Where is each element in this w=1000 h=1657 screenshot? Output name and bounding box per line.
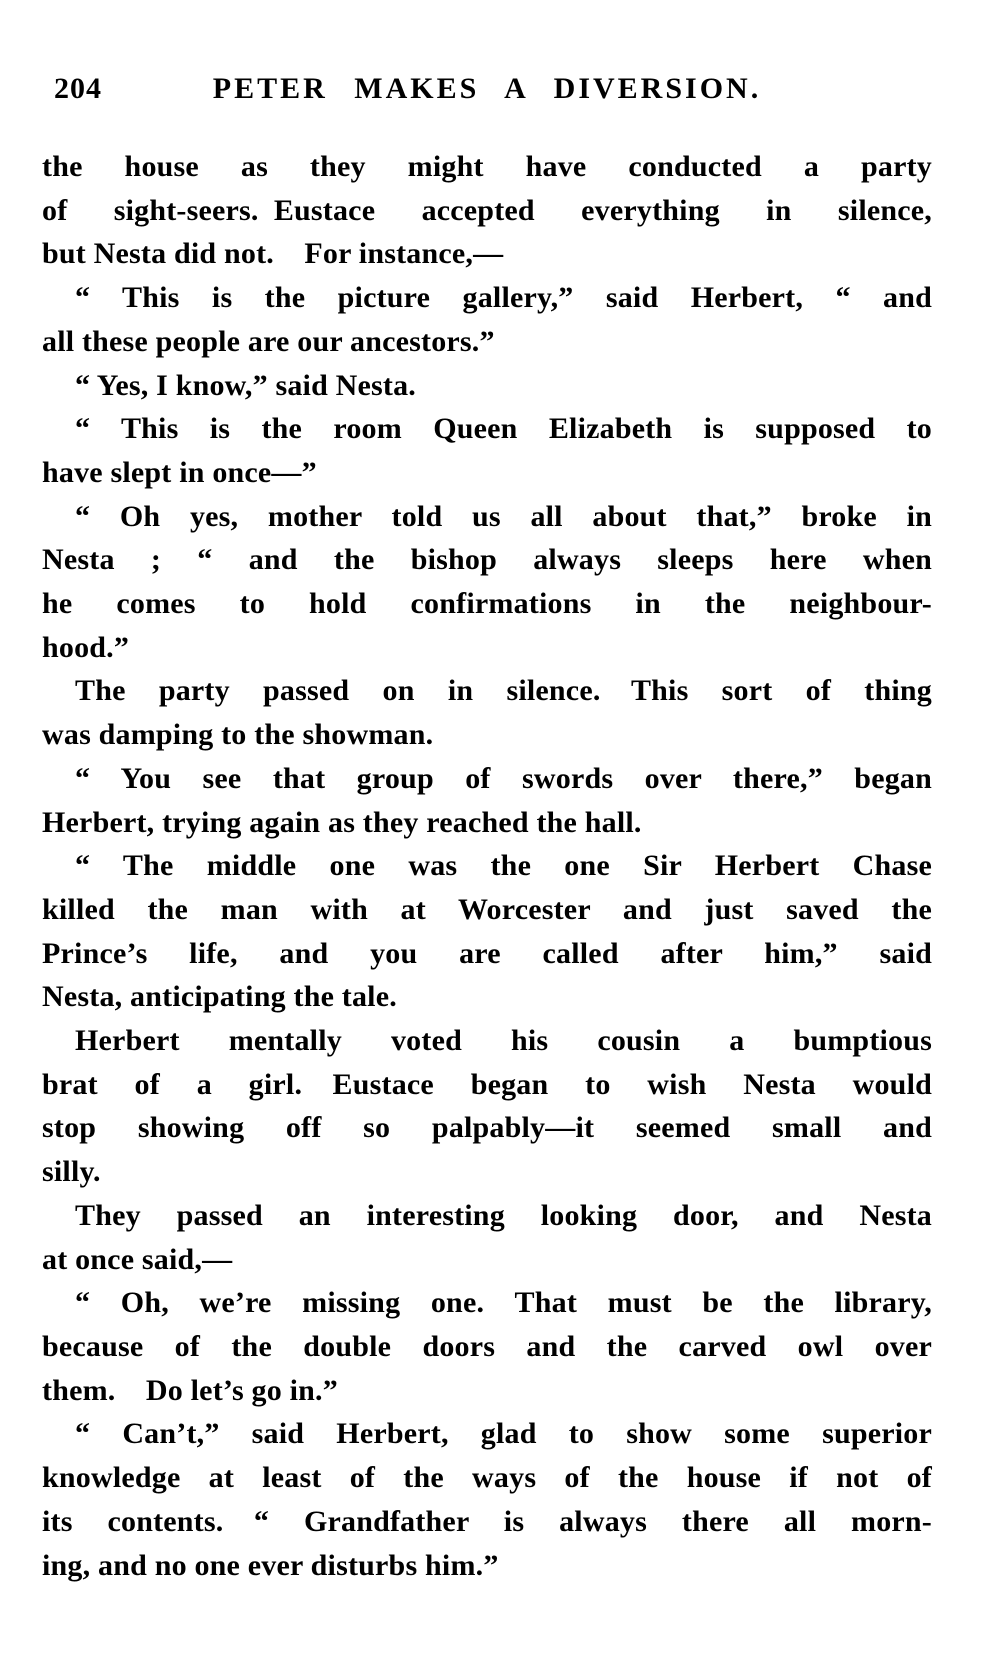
text-line: “ This is the room Queen Elizabeth is supposed to bbox=[75, 412, 932, 446]
text-line: its contents. “ Grandfather is always there all morn- bbox=[42, 1504, 932, 1538]
text-line: Nesta, anticipating the tale. bbox=[42, 980, 397, 1014]
text-line: brat of a girl. Eustace began to wish Nesta would bbox=[42, 1067, 932, 1101]
page-header bbox=[42, 72, 932, 112]
text-line: at once said,— bbox=[42, 1242, 233, 1276]
page-body bbox=[42, 145, 932, 1587]
text-line: have slept in once—” bbox=[42, 455, 317, 489]
text-line: Herbert mentally voted his cousin a bumptious bbox=[75, 1024, 932, 1058]
text-line: Prince’s life, and you are called after him,” said bbox=[42, 936, 932, 970]
text-line: They passed an interesting looking door, and Nesta bbox=[75, 1198, 932, 1232]
text-line: knowledge at least of the ways of the house if not of bbox=[42, 1461, 932, 1495]
text-line: Nesta ; “ and the bishop always sleeps here when bbox=[42, 543, 932, 577]
text-line: the house as they might have conducted a party bbox=[42, 150, 932, 183]
text-line: of sight-seers. Eustace accepted everything in silence, bbox=[42, 193, 932, 227]
text-line: silly. bbox=[42, 1155, 101, 1189]
text-line: killed the man with at Worcester and just saved the bbox=[42, 892, 932, 926]
text-line: “ Oh yes, mother told us all about that,” broke in bbox=[75, 499, 932, 533]
page-number: 204 bbox=[54, 72, 102, 105]
text-line: he comes to hold confirmations in the neighbour- bbox=[42, 587, 932, 621]
text-line: Herbert, trying again as they reached the hall. bbox=[42, 805, 642, 839]
text-line: “ The middle one was the one Sir Herbert Chase bbox=[75, 849, 932, 883]
text-line: “ Can’t,” said Herbert, glad to show some superior bbox=[75, 1417, 932, 1451]
text-line: because of the double doors and the carved owl over bbox=[42, 1329, 932, 1363]
text-line: “ Oh, we’re missing one. That must be the library, bbox=[75, 1286, 932, 1320]
text-line: “ This is the picture gallery,” said Herbert, “ and bbox=[75, 281, 932, 315]
text-line: hood.” bbox=[42, 630, 130, 664]
running-title: PETER MAKES A DIVERSION. bbox=[212, 72, 762, 105]
text-line: stop showing off so palpably—it seemed small and bbox=[42, 1111, 932, 1145]
text-line: “ Yes, I know,” said Nesta. bbox=[75, 368, 417, 402]
text-line: was damping to the showman. bbox=[42, 718, 434, 752]
text-line: but Nesta did not. For instance,— bbox=[42, 237, 504, 271]
text-line: all these people are our ancestors.” bbox=[42, 324, 495, 358]
text-line: “ You see that group of swords over there,” began bbox=[75, 761, 932, 795]
text-line: ing, and no one ever disturbs him.” bbox=[42, 1548, 499, 1582]
text-line: The party passed on in silence. This sort of thing bbox=[75, 674, 932, 708]
text-line: them. Do let’s go in.” bbox=[42, 1373, 338, 1407]
